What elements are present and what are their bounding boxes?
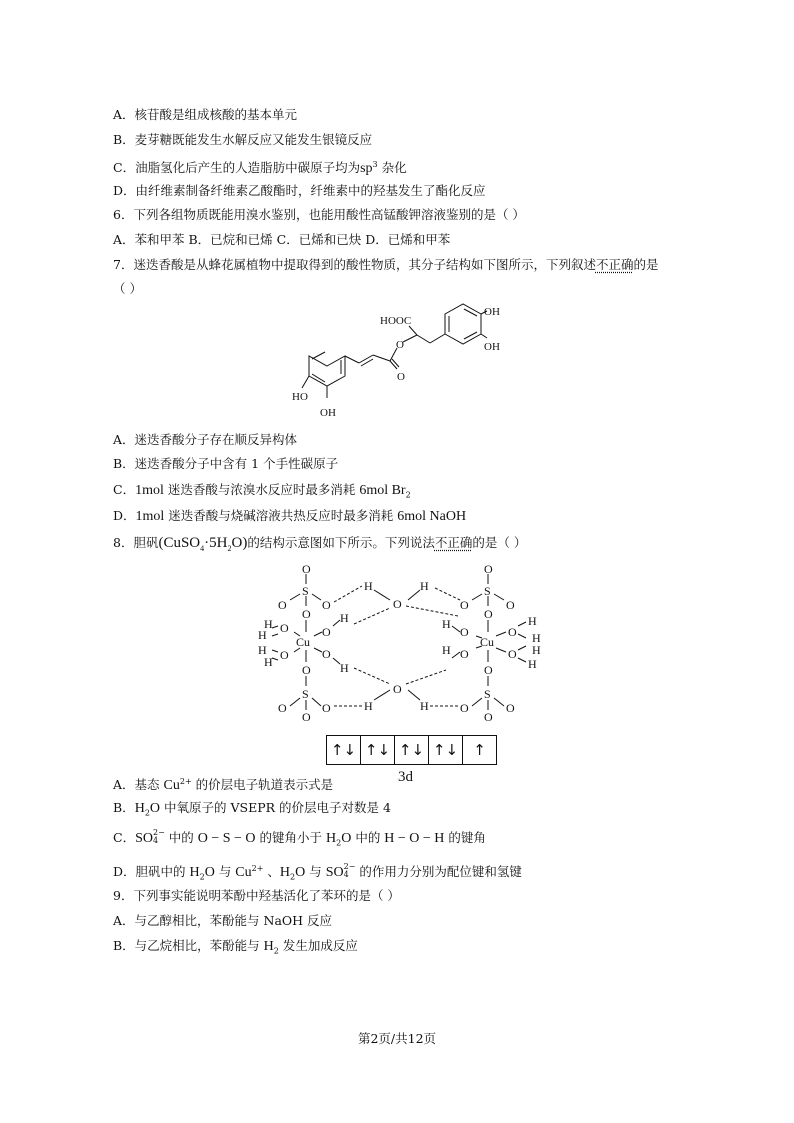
svg-text:H: H <box>528 614 537 628</box>
option-c-fat: C．油脂氢化后产生的人造脂肪中碳原子均为$sp^3$ 杂化 <box>113 160 407 177</box>
svg-text:S: S <box>484 687 491 701</box>
svg-text:O: O <box>460 647 469 661</box>
copper-sulfate-structure <box>250 560 550 728</box>
svg-text:O: O <box>460 625 469 639</box>
svg-text:S: S <box>302 584 309 598</box>
orbital-box: ↑ <box>473 741 486 759</box>
svg-text:O: O <box>397 371 405 383</box>
svg-text:H: H <box>442 617 451 631</box>
svg-text:O: O <box>278 701 287 715</box>
svg-text:H: H <box>532 631 541 645</box>
svg-text:O: O <box>484 710 493 724</box>
svg-text:O: O <box>278 598 287 612</box>
svg-text:H: H <box>364 579 373 593</box>
question-8-option-a: A．基态 $Cu^{2+}$ 的价层电子轨道表示式是 <box>113 777 334 794</box>
svg-text:H: H <box>264 655 273 669</box>
svg-text:O: O <box>460 701 469 715</box>
question-7-paren: （ ） <box>113 281 142 296</box>
svg-text:OH: OH <box>320 407 336 419</box>
svg-text:HOOC: HOOC <box>380 315 412 327</box>
svg-text:O: O <box>460 598 469 612</box>
orbital-box: ↑↓ <box>361 736 395 764</box>
question-9-option-b: B．与乙烷相比，苯酚能与 $H_2$ 发生加成反应 <box>113 938 358 956</box>
svg-text:O: O <box>302 562 311 576</box>
question-6-options: A．苯和甲苯 B．已烷和已烯 C．已烯和已炔 D．已烯和甲苯 <box>113 232 451 247</box>
question-9-option-a: A．与乙醇相比，苯酚能与 NaOH 反应 <box>113 913 333 928</box>
svg-text:H: H <box>364 699 373 713</box>
svg-text:Cu: Cu <box>296 635 311 649</box>
svg-text:H: H <box>442 643 451 657</box>
svg-text:O: O <box>508 647 517 661</box>
orbital-box: ↑↓ <box>429 736 463 764</box>
svg-text:O: O <box>302 607 311 621</box>
svg-text:HO: HO <box>292 391 308 403</box>
svg-text:O: O <box>506 598 515 612</box>
svg-text:S: S <box>302 687 309 701</box>
svg-text:OH: OH <box>484 306 500 318</box>
svg-text:O: O <box>506 701 515 715</box>
svg-text:O: O <box>322 598 331 612</box>
svg-text:H: H <box>340 661 349 675</box>
svg-text:H: H <box>420 699 429 713</box>
svg-text:H: H <box>258 628 267 642</box>
option-d-cellulose: D．由纤维素制备纤维素乙酸酯时，纤维素中的羟基发生了酯化反应 <box>113 183 486 198</box>
option-a-nucleotide: A．核苷酸是组成核酸的基本单元 <box>113 107 298 122</box>
svg-text:O: O <box>393 597 402 611</box>
svg-text:H: H <box>340 611 349 625</box>
option-b-maltose: B．麦芽糖既能发生水解反应又能发生银镜反应 <box>113 132 373 147</box>
svg-text:O: O <box>508 625 517 639</box>
question-7-stem: 7．迷迭香酸是从蜂花属植物中提取得到的酸性物质，其分子结构如下图所示，下列叙述不正确的是 <box>113 257 659 272</box>
orbital-box: ↑↓ <box>327 736 361 764</box>
svg-text:H: H <box>258 643 267 657</box>
orbital-diagram-3d <box>326 735 497 765</box>
question-8-option-c: C．SO 2− 4 中的 O − S − O 的键角小于 $H_2O$ 中的 H − O − H 的键角 <box>113 827 486 848</box>
svg-text:O: O <box>484 663 493 677</box>
question-7-option-d: D．1mol 迷迭香酸与烧碱溶液共热反应时最多消耗 6mol NaOH <box>113 508 467 524</box>
question-7-option-a: A．迷迭香酸分子存在顺反异构体 <box>113 432 298 447</box>
question-6-stem: 6．下列各组物质既能用溴水鉴别，也能用酸性高锰酸钾溶液鉴别的是（ ） <box>113 207 525 222</box>
question-9-stem: 9．下列事实能说明苯酚中羟基活化了苯环的是（ ） <box>113 888 400 903</box>
svg-text:OH: OH <box>484 341 500 353</box>
svg-text:O: O <box>280 621 289 635</box>
svg-text:O: O <box>393 682 402 696</box>
svg-text:H: H <box>528 657 537 671</box>
orbital-label: 3d <box>398 769 413 785</box>
svg-text:Cu: Cu <box>480 635 495 649</box>
orbital-box: ↑↓ <box>395 736 429 764</box>
svg-text:H: H <box>532 643 541 657</box>
svg-text:H: H <box>420 579 429 593</box>
question-8-option-d: D．胆矾中的 $H_2O$ 与 $Cu^{2+}$ 、$H_2O$ 与 SO 2− 4 的作用力分别为配位键和氢键 <box>113 861 522 882</box>
rosmarinic-acid-structure <box>285 298 515 428</box>
svg-text:O: O <box>302 663 311 677</box>
svg-text:O: O <box>322 625 331 639</box>
question-7-option-c: C．1mol 迷迭香酸与浓溴水反应时最多消耗 6mol $Br_2$ <box>113 482 411 500</box>
svg-text:O: O <box>484 562 493 576</box>
question-7-option-b: B．迷迭香酸分子中含有 1 个手性碳原子 <box>113 456 339 471</box>
svg-text:O: O <box>302 710 311 724</box>
page-footer: 第2页/共12页 <box>357 1031 437 1046</box>
svg-text:O: O <box>322 701 331 715</box>
svg-text:O: O <box>280 648 289 662</box>
svg-text:O: O <box>322 647 331 661</box>
svg-text:O: O <box>396 339 404 351</box>
question-8-option-b: B．$H_2O$ 中氧原子的 VSEPR 的价层电子对数是 4 <box>113 800 391 818</box>
question-8-stem: 8．胆矾$(CuSO_4\cdot 5H_2O)$的结构示意图如下所示。下列说法不正确的是（ ） <box>113 535 527 553</box>
svg-text:O: O <box>484 607 493 621</box>
svg-text:H: H <box>264 617 273 631</box>
svg-text:S: S <box>484 584 491 598</box>
